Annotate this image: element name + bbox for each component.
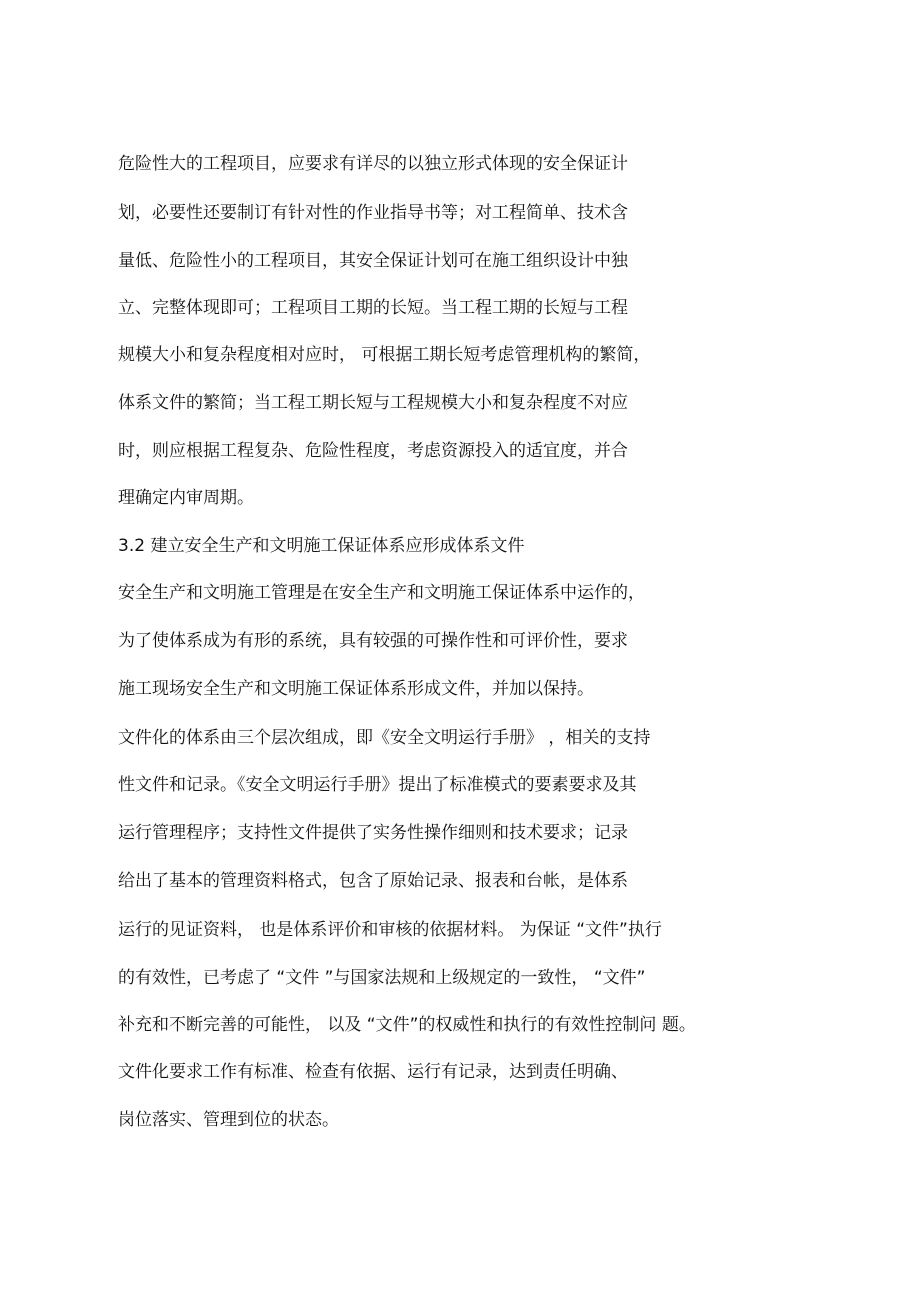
text-line-7: 时，则应根据工程复杂、危险性程度，考虑资源投入的适宜度，并合 bbox=[118, 441, 628, 461]
text-line-21: 岗位落实、管理到位的状态。 bbox=[118, 1110, 339, 1130]
text-line-16: 给出了基本的管理资料格式，包含了原始记录、报表和台帐，是体系 bbox=[118, 871, 628, 891]
text-line-17: 运行的见证资料， 也是体系评价和审核的依据材料。 为保证 “文件”执行 bbox=[118, 920, 662, 940]
text-line-8: 理确定内审周期。 bbox=[118, 488, 254, 508]
text-line-10: 安全生产和文明施工管理是在安全生产和文明施工保证体系中运作的， bbox=[118, 583, 645, 603]
text-line-13: 文件化的体系由三个层次组成，即《安全文明运行手册》 ，相关的支持 bbox=[118, 728, 651, 748]
text-line-12: 施工现场安全生产和文明施工保证体系形成文件，并加以保持。 bbox=[118, 679, 594, 699]
text-line-18: 的有效性，已考虑了 “文件 ”与国家法规和上级规定的一致性， “文件” bbox=[118, 968, 646, 988]
text-line-4: 立、完整体现即可；工程项目工期的长短。当工程工期的长短与工程 bbox=[118, 298, 628, 318]
text-line-15: 运行管理程序；支持性文件提供了实务性操作细则和技术要求；记录 bbox=[118, 823, 628, 843]
text-line-2: 划，必要性还要制订有针对性的作业指导书等；对工程简单、技术含 bbox=[118, 203, 628, 223]
text-line-6: 体系文件的繁简；当工程工期长短与工程规模大小和复杂程度不对应 bbox=[118, 393, 628, 413]
text-line-14: 性文件和记录。《安全文明运行手册》提出了标准模式的要素要求及其 bbox=[118, 775, 637, 795]
text-line-20: 文件化要求工作有标准、检查有依据、运行有记录，达到责任明确、 bbox=[118, 1062, 628, 1082]
section-heading: 3.2 建立安全生产和文明施工保证体系应形成体系文件 bbox=[118, 536, 525, 556]
text-line-19: 补充和不断完善的可能性， 以及 “文件”的权威性和执行的有效性控制问 题。 bbox=[118, 1015, 696, 1035]
text-line-1: 危险性大的工程项目，应要求有详尽的以独立形式体现的安全保证计 bbox=[118, 154, 628, 174]
text-line-5: 规模大小和复杂程度相对应时， 可根据工期长短考虑管理机构的繁简， bbox=[118, 345, 651, 365]
text-line-3: 量低、危险性小的工程项目，其安全保证计划可在施工组织设计中独 bbox=[118, 251, 628, 271]
text-line-11: 为了使体系成为有形的系统，具有较强的可操作性和可评价性，要求 bbox=[118, 631, 628, 651]
